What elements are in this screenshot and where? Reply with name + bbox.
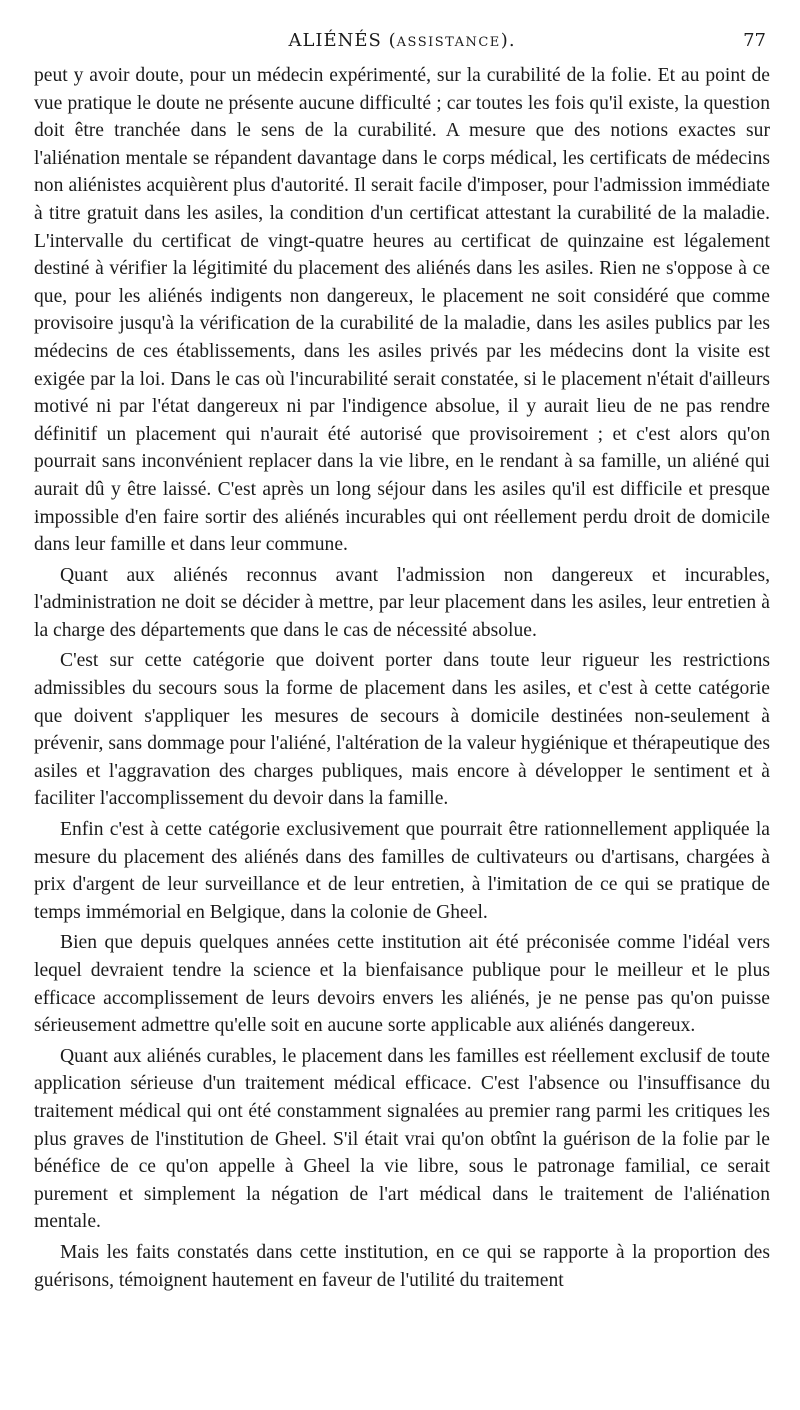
paragraph-5: Bien que depuis quelques années cette institution ait été préconisée comme l'idéal vers lequel devraient tendre la science et la bienfaisance publique pour le meilleur et le plus efficace accomplissement de leurs devoirs envers les aliénés, je ne pense pas qu'on puisse sérieusement admettre qu'elle soit en aucune sorte applicable aux aliénés dangereux. (34, 932, 770, 1037)
paragraph-4: Enfin c'est à cette catégorie exclusivement que pourrait être rationnellement appliquée la mesure du placement des aliénés dans des familles de cultivateurs ou d'artisans, chargées à prix d'argent de leur surveillance et de leur entretien, à l'imitation de ce qui se pratique de temps immémorial en Belgique, dans la colonie de Gheel. (34, 819, 770, 923)
paragraph-2: Quant aux aliénés reconnus avant l'admission non dangereux et incurables, l'administration ne doit se décider à mettre, par leur placement dans les asiles, leur entretien à la charge des départements que dans le cas de nécessité absolue. (34, 564, 770, 641)
page-header (34, 26, 770, 56)
paragraph-1-continued: peut y avoir doute, pour un médecin expérimenté, sur la curabilité de la folie. Et au point de vue pratique le doute ne présente aucune difficulté ; car toutes les fois qu'il existe, la question doit être tranchée dans le sens de la curabilité. A mesure que des notions exactes sur l'aliénation mentale se répandent davantage dans le corps médical, les certificats de médecins non aliénistes acquièrent plus d'autorité. Il serait facile d'imposer, pour l'admission immédiate à titre gratuit dans les asiles, la condition d'un certificat attestant la curabilité de la maladie. L'intervalle du certificat de vingt-quatre heures au certificat de quinzaine est légalement destiné à vérifier la légitimité du placement des aliénés dans les asiles. Rien ne s'oppose à ce que, pour les aliénés indigents non dangereux, le placement ne soit considéré que comme provisoire jusqu'à la vérification de la curabilité de la maladie, dans les asiles publics par les médecins de ces établissements, dans les asiles privés par les médecins dont la visite est exigée par la loi. Dans le cas où l'incurabilité serait constatée, si le placement n'était d'ailleurs motivé ni par l'état dangereux ni par l'indigence absolue, il y aurait lieu de ne pas rendre définitif un placement qui n'aurait été autorisé que provisoirement ; et c'est alors qu'on pourrait sans inconvénient replacer dans la vie libre, en le rendant à sa famille, un aliéné qui aurait dû y être laissé. C'est après un long séjour dans les asiles qu'il est difficile et presque impossible d'en faire sortir des aliénés incurables qui ont réellement perdu droit de domicile dans leur famille et dans leur commune. (34, 65, 770, 556)
paragraph-3: C'est sur cette catégorie que doivent porter dans toute leur rigueur les restrictions admissibles du secours sous la forme de placement dans les asiles, et c'est à cette catégorie que doivent s'appliquer les mesures de secours à domicile destinées non-seulement à prévenir, sans dommage pour l'aliéné, l'altération de la valeur hygiénique et thérapeutique des asiles et l'aggravation des charges publiques, mais encore à développer le sentiment et à faciliter l'accomplissement du devoir dans la famille. (34, 650, 770, 810)
paragraph-6: Quant aux aliénés curables, le placement dans les familles est réellement exclusif de toute application sérieuse d'un traitement médical efficace. C'est l'absence ou l'insuffisance du traitement médical qui ont été constamment signalées au premier rang parmi les critiques les plus graves de l'institution de Gheel. S'il était vrai qu'on obtînt la guérison de la folie par le bénéfice de ce qu'on appelle à Gheel la vie libre, sous le patronage familial, ce serait purement et simplement la négation de l'art médical dans le traitement de l'aliénation mentale. (34, 1045, 770, 1233)
paragraph-7: Mais les faits constatés dans cette institution, en ce qui se rapporte à la proportion des guérisons, témoignent hautement en faveur de l'utilité du traitement (34, 1241, 770, 1291)
running-title-end: ). (500, 30, 516, 51)
running-title (34, 30, 770, 51)
body-text (34, 62, 770, 1294)
running-title-smallcaps: ASSISTANCE (396, 35, 501, 50)
running-title-main: ALIÉNÉS ( (288, 30, 397, 51)
page-number: 77 (743, 30, 766, 51)
